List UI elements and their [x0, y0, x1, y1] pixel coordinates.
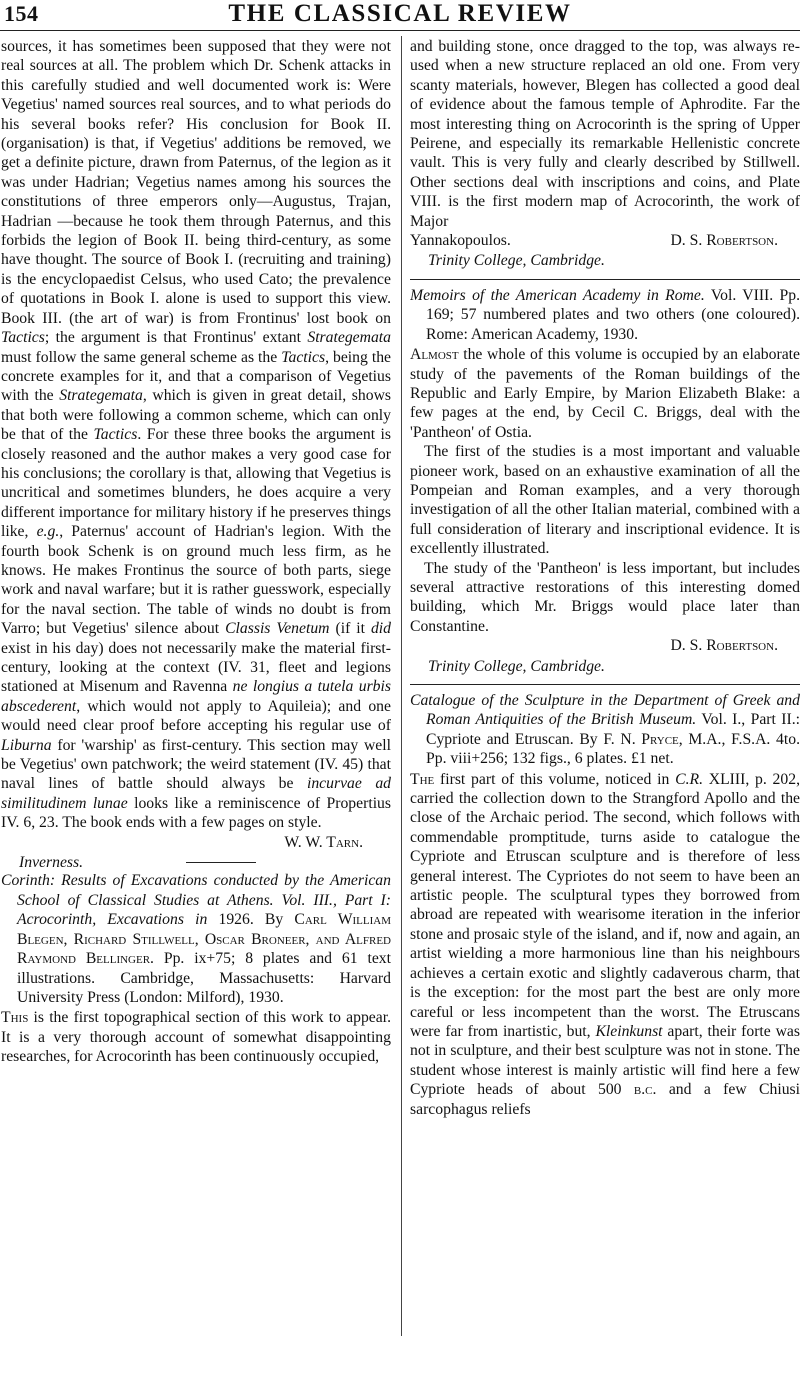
section-divider [410, 279, 800, 280]
tarn-review-body: sources, it has sometimes been supposed that they were not real sources at all. The problem which Dr. Schenk attacks in this carefully studied and well documented work is: Were Vegetius' named sources real sources, and to what periods do his several books refer? His conclusion for Book II. (organisation) is that, if Vegetius' additions be removed, we get a definite picture, drawn from Paternus, of the legion as it was under Hadrian; Vegetius names among his sources the constitutions of three emperors only—Augustus, Trajan, Hadrian —because he took them through Paternus, and this forbids the legion of Book II. being third-century, as some have thought. The source of Book I. (recruiting and training) is the encyclopaedist Celsus, who used Cato; the prevalence of quotations in Book I. alone is used to support this view. Book III. (the art of war) is from Frontinus' lost book on Tactics; the argument is that Frontinus' extant Strategemata must follow the same general scheme as the Tactics, being the concrete examples for it, and that a comparison of Vegetius with the Strategemata, which is given in great detail, shows that both were following a common scheme, which can only be that of the Tactics. For these three books the argument is closely reasoned and the author makes a very good case for his conclusions; the corollary is that, allowing that Vegetius is uncritical and sometimes blunders, he does acquire a very different importance for military history if he preserves things like, e.g., Paternus' account of Hadrian's legion. With the fourth book Schenk is on ground much less firm, as he knows. He makes Frontinus the source of both parts, siege work and naval warfare; but it is rather guesswork, especially for the naval section. The table of winds no doubt is from Varro; but Vegetius' silence about Classis Venetum (if it did exist in his day) does not necessarily make the material first-century, looking at the context (IV. 31, fleet and legions stationed at Misenum and Ravenna ne longius a tutela urbis abscederent, which would not apply to Aquileia); and one would need clear proof before accepting his regular use of Liburna for 'warship' as first-century. This section may well be Vegetius' own patchwork; the weird statement (IV. 45) that naval lines of battle should always be incurvae ad similitudinem lunae looks like a reminiscence of Propertius IV. 6, 23. The book ends with a few pages on style. W. W. Tarn. [1, 38, 391, 851]
tarn-signature: W. W. Tarn. [284, 833, 363, 851]
catalogue-book-heading: Catalogue of the Sculpture in the Department of Greek and Roman Antiquities of the British Museum. Vol. I., Part II.: Cypriote and Etruscan. By F. N. Pryce, M.A., F.S.A. 4to. Pp. viii+256; 132 figs., 6 plates. £1 net. [410, 692, 800, 768]
memoirs-signature: D. S. Robertson. [670, 637, 778, 655]
memoirs-para-2: The first of the studies is a most important and valuable pioneer work, based on an exhaustive examination of all the Pompeian and Roman examples, and a very thorough investigation of all the other Italian material, combined with a full consideration of literary and inscriptional evidence. It is excellently illustrated. [410, 443, 800, 558]
section-divider [410, 684, 800, 685]
column-divider [401, 36, 402, 1336]
tarn-affiliation: Inverness. [19, 854, 84, 872]
page-header [0, 0, 800, 31]
memoirs-para-1: Almost the whole of this volume is occupied by an elaborate study of the pavements of the Roman buildings of the Republic and Early Empire, by Marion Elizabeth Blake: a few pages at the end, by Cecil C. Briggs, deal with the 'Pantheon' of Ostia. [410, 346, 800, 441]
catalogue-review-body: The first part of this volume, noticed in C.R. XLIII, p. 202, carried the collection down to the Strangford Apollo and the close of the Archaic period. The second, which follows with commendable promptitude, turns aside to catalogue the Cypriote and Etruscan sculpture and is therefore of less general interest. The Cypriotes do not seem to have been an artistic people. The sculptural types they borrowed from abroad are repeated with wearisome iteration in the inferior stone and prosaic style of the island, and if, now and again, an artist wielding a more harmonious line than his neighbours achieves a certain exotic and slightly cadaverous charm, that is the exception: for the most part the best are only more careful or less incompetent than the worst. The Etruscans were far from inartistic, but, Kleinkunst apart, their forte was not in sculpture, and their best sculpture was not in stone. The student whose interest is mainly artistic will find here a few Cypriote heads of about 500 b.c. and a few Chiusi sarcophagus reliefs [410, 770, 800, 1118]
robertson-affiliation: Trinity College, Cambridge. [428, 252, 605, 270]
left-column [1, 37, 391, 1357]
corinth-review-body: This is the first topographical section of this work to appear. It is a very thorough account of somewhat disappointing researches, for Acrocorinth has been continuously occupied, [1, 1009, 391, 1066]
section-divider [186, 862, 256, 863]
memoirs-para-3: The study of the 'Pantheon' is less important, but includes several attractive restorations of this interesting domed building, which Mr. Briggs would place later than Constantine. [410, 559, 800, 635]
corinth-review-continued: and building stone, once dragged to the top, was always re-used when a new structure replaced an old one. From very scanty materials, however, Blegen has collected a good deal of evidence about the famous temple of Aphrodite. Far the most interesting thing on Acrocorinth is the spring of Upper Peirene, and especially its remarkable Hellenistic concrete vault. This is very fully and clearly described by Stillwell. Other sections deal with inscriptions and coins, and Plate VIII. is the first modern map of Acrocorinth, the work of Major [410, 38, 800, 230]
robertson-signature: D. S. Robertson. [670, 232, 778, 250]
corinth-book-heading: Corinth: Results of Excavations conducted by the American School of Classical Studies at Athens. Vol. III., Part I: Acrocorinth, Excavations in 1926. By Carl William Blegen, Richard Stillwell, Oscar Broneer, and Alfred Raymond Bellinger. Pp. ix+75; 8 plates and 61 text illustrations. Cambridge, Massachusetts: Harvard University Press (London: Milford), 1930. [1, 872, 391, 1006]
running-title: THE CLASSICAL REVIEW [228, 0, 572, 27]
right-column [410, 37, 800, 1357]
memoirs-book-heading: Memoirs of the American Academy in Rome. Vol. VIII. Pp. 169; 57 numbered plates and two others (one coloured). Rome: American Academy, 1930. [410, 286, 800, 343]
corinth-signature-line: Yannakopoulos. D. S. Robertson. [410, 232, 778, 250]
page-number: 154 [4, 1, 39, 26]
memoirs-affiliation: Trinity College, Cambridge. [428, 657, 605, 675]
